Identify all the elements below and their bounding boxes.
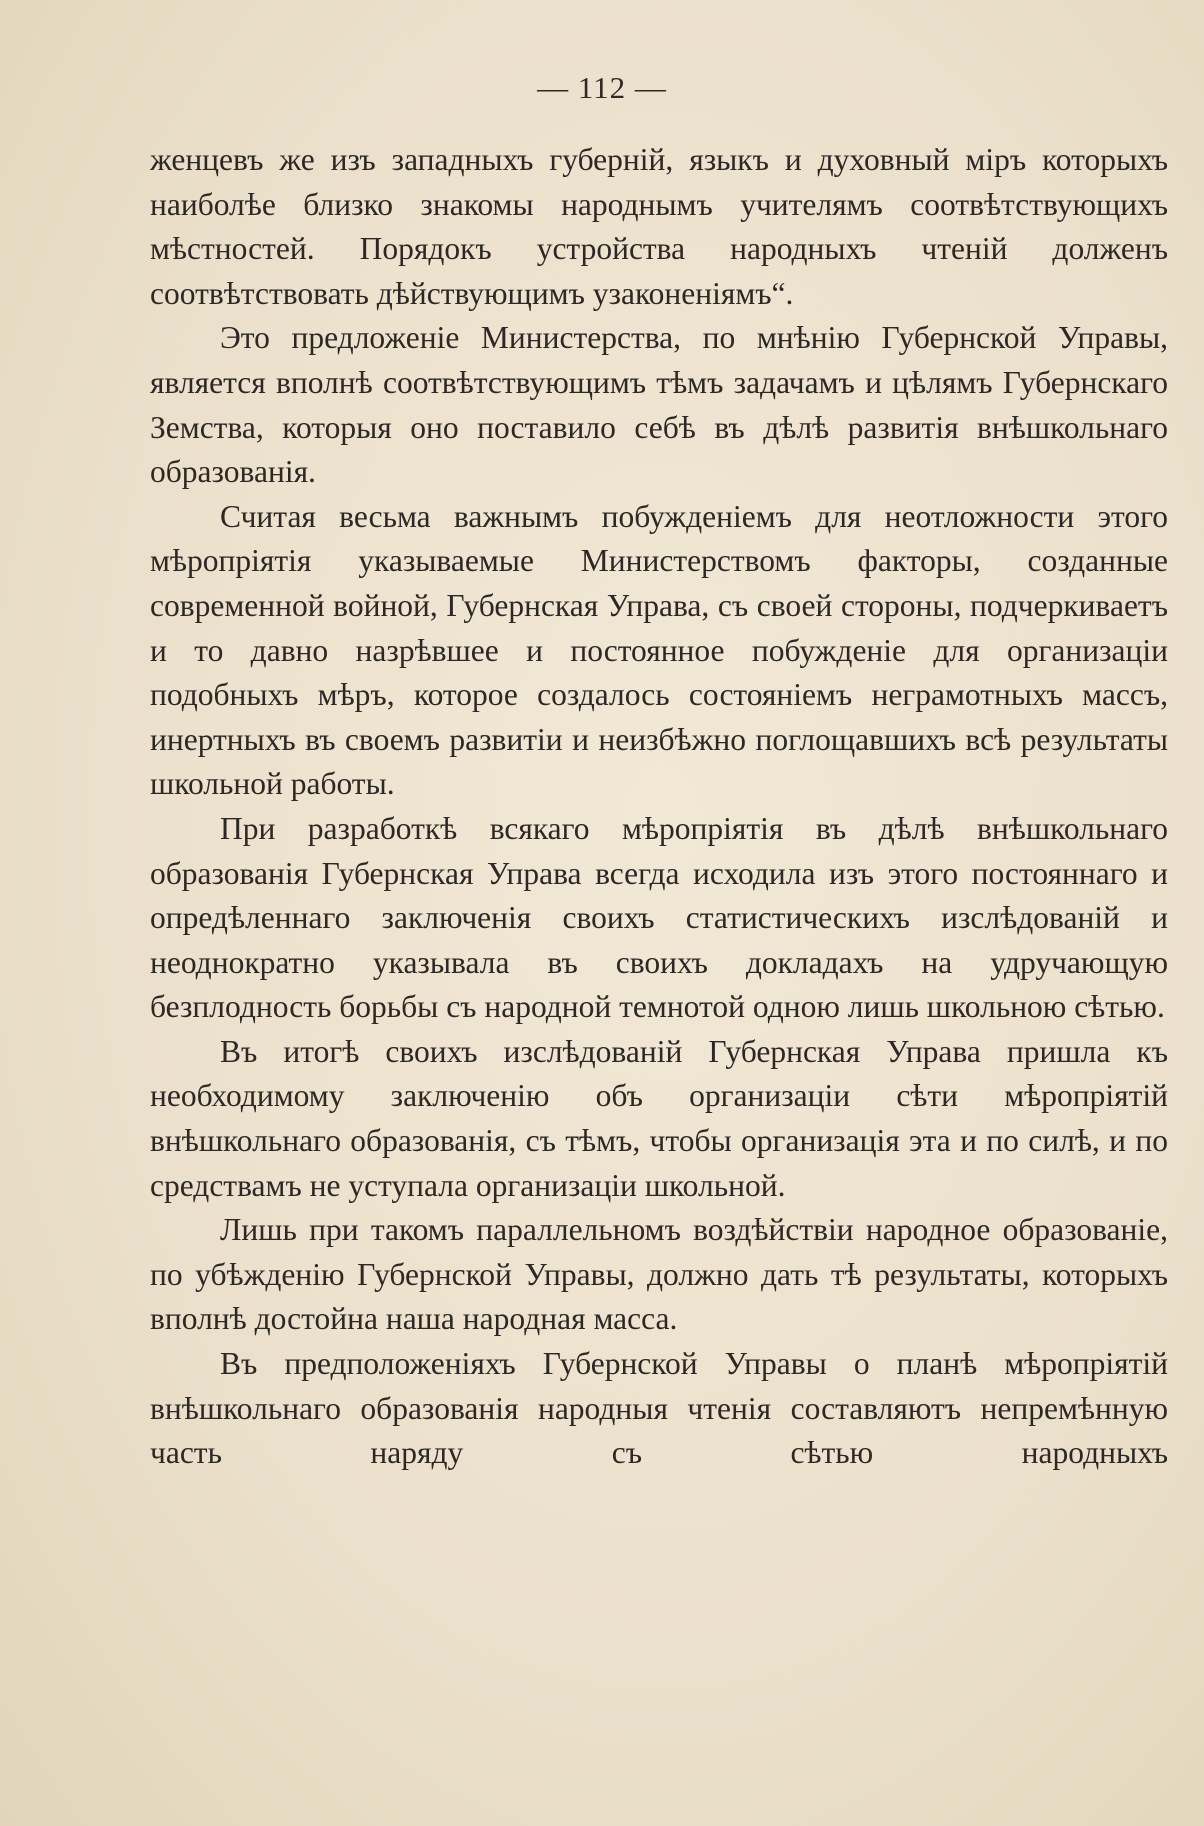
paragraph-1: женцевъ же изъ западныхъ губерній, языкъ и духовный міръ которыхъ наиболѣе близко знакомы народнымъ учителямъ соотвѣтствующихъ мѣстностей. Порядокъ устройства народныхъ чтеній долженъ соотвѣтствовать дѣйствующимъ узаконеніямъ“. [150,142,1168,311]
paragraph-5: Въ итогѣ своихъ изслѣдованій Губернская Управа пришла къ необходимому заключенію объ организаціи сѣти мѣропріятій внѣшкольнаго образованія, съ тѣмъ, чтобы организація эта и по силѣ, и по средствамъ не уступала организаціи школьной. [150,1033,1168,1203]
paragraph-3: Считая весьма важнымъ побужденіемъ для неотложности этого мѣропріятія указываемые Министерствомъ факторы, созданные современной войной, Губернская Управа, съ своей стороны, подчеркиваетъ и то давно назрѣвшее и постоянное побужденіе для организаціи подобныхъ мѣръ, которое создалось состояніемъ неграмотныхъ массъ, инертныхъ въ своемъ развитіи и неизбѣжно поглощавшихъ всѣ результаты школьной работы. [150,498,1168,802]
paragraph-6: Лишь при такомъ параллельномъ воздѣйствіи народное образованіе, по убѣжденію Губернской Управы, должно дать тѣ результаты, которыхъ вполнѣ достойна наша народная масса. [150,1212,1168,1337]
page-number: — 112 — [537,70,667,105]
paragraph-2: Это предложеніе Министерства, по мнѣнію Губернской Управы, является вполнѣ соотвѣтствующимъ тѣмъ задачамъ и цѣлямъ Губернскаго Земства, которыя оно поставило себѣ въ дѣлѣ развитія внѣшкольнаго образованія. [150,320,1168,490]
body-text [150,138,1168,1476]
paragraph-7: Въ предположеніяхъ Губернской Управы о планѣ мѣропріятій внѣшкольнаго образованія народныя чтенія составляютъ непремѣнную часть наряду съ сѣтью народныхъ [150,1346,1168,1471]
paragraph-4: При разработкѣ всякаго мѣропріятія въ дѣлѣ внѣшкольнаго образованія Губернская Управа всегда исходила изъ этого постояннаго и опредѣленнаго заключенія своихъ статистическихъ изслѣдованій и неоднократно указывала въ своихъ докладахъ на удручающую безплодность борьбы съ народной темнотой одною лишь школьною сѣтью. [150,810,1168,1025]
